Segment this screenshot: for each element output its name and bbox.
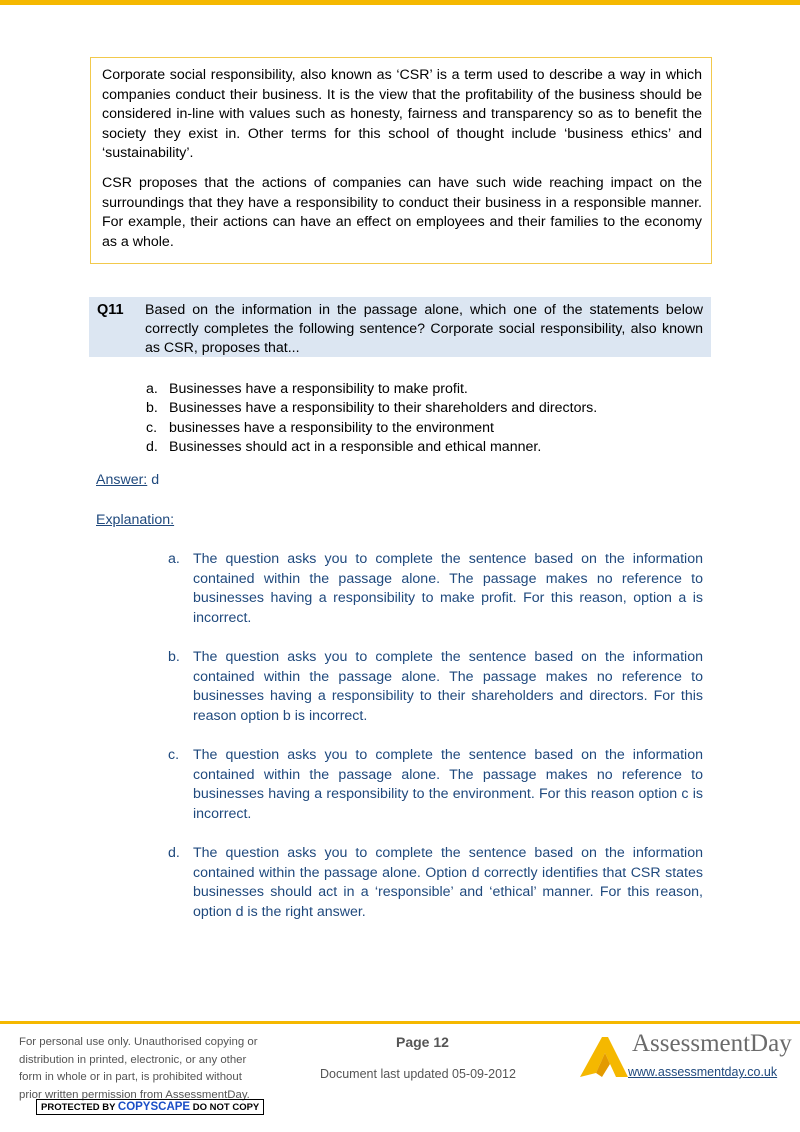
option-text: Businesses should act in a responsible and ethical manner. bbox=[169, 439, 542, 456]
notice-line: For personal use only. Unauthorised copying or bbox=[19, 1036, 258, 1048]
passage-box bbox=[90, 57, 712, 264]
explanation-text: The question asks you to complete the sentence based on the information contained within the passage alone. The passage makes no reference to businesses having a responsibility to their shareholders and directors. For this reason option b is incorrect. bbox=[193, 649, 703, 724]
last-updated: Document last updated 05-09-2012 bbox=[320, 1067, 516, 1081]
footer-accent-rule bbox=[0, 1021, 800, 1024]
explanation-item-a bbox=[168, 550, 703, 628]
answer-options bbox=[146, 380, 597, 458]
answer-label: Answer: bbox=[96, 472, 148, 488]
option-letter: b. bbox=[146, 400, 158, 417]
answer-line bbox=[96, 472, 159, 488]
page-number: Page 12 bbox=[396, 1034, 449, 1050]
option-letter: d. bbox=[146, 439, 158, 456]
copyscape-brand: COPYSCAPE bbox=[117, 1101, 191, 1113]
answer-value: d bbox=[151, 472, 160, 488]
explanation-text: The question asks you to complete the sentence based on the information contained within the passage alone. The passage makes no reference to businesses having a responsibility to make profit. For this reason, option a is incorrect. bbox=[193, 551, 703, 626]
explanation-letter: d. bbox=[168, 845, 180, 861]
explanation-letter: b. bbox=[168, 649, 180, 665]
notice-line: distribution in printed, electronic, or any other bbox=[19, 1053, 247, 1066]
question-text: Based on the information in the passage alone, which one of the statements below correctly completes the following sentence? Corporate social responsibility, also known as CSR, proposes that... bbox=[145, 302, 703, 356]
option-b bbox=[146, 399, 597, 418]
passage-paragraph-1: Corporate social responsibility, also known as ‘CSR’ is a term used to describe a way in which companies conduct their business. It is the view that the profitability of the business should be considered in-line with values such as honesty, fairness and transparency so as to benefit the society they exist in. Other terms for this school of thought include ‘business ethics’ and ‘sustainability’. bbox=[102, 67, 702, 162]
option-text: Businesses have a responsibility to their shareholders and directors. bbox=[169, 400, 598, 417]
option-text: Businesses have a responsibility to make profit. bbox=[169, 381, 468, 397]
copyscape-suffix: DO NOT COPY bbox=[190, 1102, 260, 1113]
option-d bbox=[146, 438, 597, 457]
notice-line: prior written permission from AssessmentDay. bbox=[19, 1088, 250, 1101]
explanation-letter: a. bbox=[168, 551, 180, 567]
copyscape-prefix: PROTECTED BY bbox=[41, 1102, 118, 1113]
option-letter: c. bbox=[146, 419, 158, 436]
brand-name: AssessmentDay bbox=[632, 1030, 792, 1057]
question-box bbox=[89, 297, 711, 357]
website-link[interactable]: www.assessmentday.co.uk bbox=[628, 1065, 778, 1079]
explanation-item-c bbox=[168, 746, 703, 824]
option-letter: a. bbox=[146, 381, 158, 397]
option-text: businesses have a responsibility to the environment bbox=[169, 419, 494, 436]
option-c bbox=[146, 419, 597, 438]
top-accent-bar bbox=[0, 0, 800, 5]
explanation-letter: c. bbox=[168, 747, 180, 763]
explanation-text: The question asks you to complete the sentence based on the information contained within the passage alone. The passage makes no reference to businesses having a responsibility to the environment. For this reason option c is incorrect. bbox=[193, 747, 703, 822]
option-a bbox=[146, 380, 597, 399]
explanation-text: The question asks you to complete the sentence based on the information contained within the passage alone. Option d correctly identifies that CSR states businesses should act in a ‘responsible’ and ‘ethical’ manner. For this reason, option d is the right answer. bbox=[193, 845, 703, 920]
copyright-notice bbox=[19, 1034, 309, 1104]
notice-line: form in whole or in part, is prohibited without bbox=[19, 1071, 242, 1083]
question-number: Q11 bbox=[97, 302, 124, 318]
assessmentday-logo-icon bbox=[578, 1033, 630, 1079]
copyscape-badge[interactable] bbox=[36, 1099, 264, 1115]
explanation-item-b bbox=[168, 648, 703, 726]
explanation-item-d bbox=[168, 844, 703, 922]
explanation-label: Explanation: bbox=[96, 512, 175, 528]
passage-paragraph-2: CSR proposes that the actions of companies can have such wide reaching impact on the surroundings that they have a responsibility to conduct their business in a responsible manner. For example, their actions can have an effect on employees and their families to the economy as a whole. bbox=[102, 174, 702, 250]
